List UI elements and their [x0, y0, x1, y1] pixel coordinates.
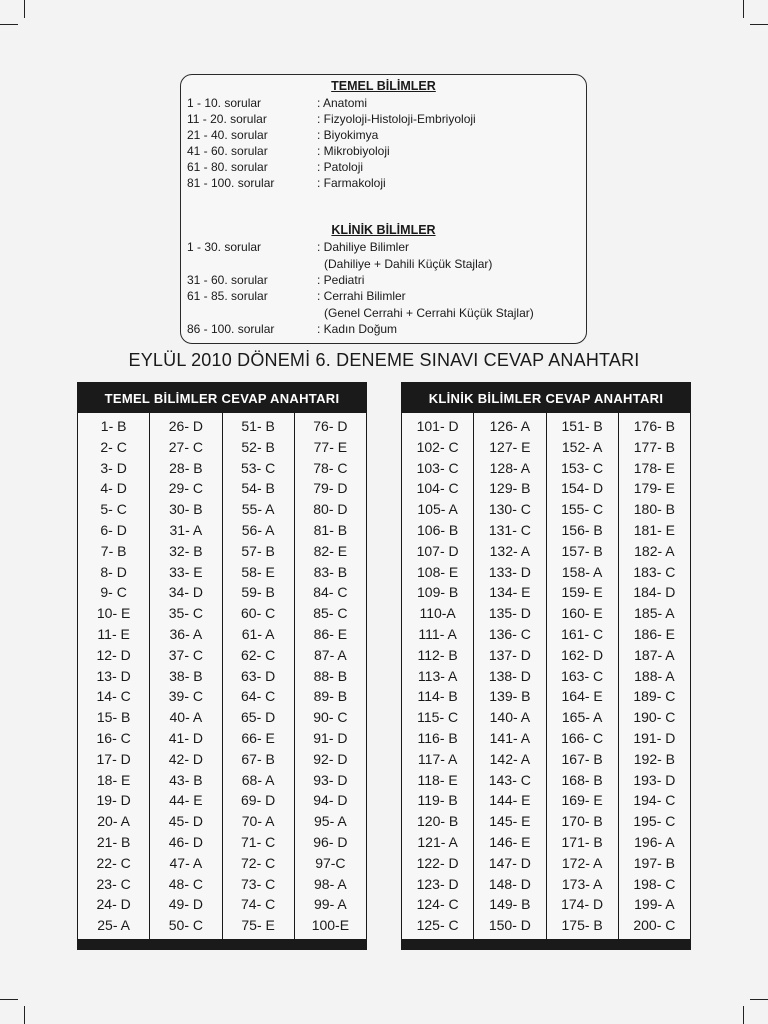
answer-cell: 106- B	[417, 521, 459, 538]
answer-cell: 31- A	[169, 521, 203, 538]
answer-cell: 140- A	[489, 709, 531, 726]
subject-name: : Anatomi	[317, 96, 368, 110]
answer-cell: 155- C	[561, 501, 604, 518]
exam-title: EYLÜL 2010 DÖNEMİ 6. DENEME SINAVI CEVAP ANAHTARI	[128, 350, 640, 370]
answer-cell: 5- C	[100, 501, 127, 518]
subject-row	[187, 288, 406, 304]
subject-name: : Cerrahi Bilimler	[317, 289, 406, 303]
answer-column	[222, 413, 294, 939]
answer-cell: 11- E	[97, 625, 130, 642]
answer-cell: 117- A	[417, 750, 458, 767]
answer-cell: 49- D	[168, 896, 203, 913]
answer-cell: 17- D	[96, 750, 131, 767]
answer-cell: 172- A	[561, 854, 603, 871]
answer-cell: 65- D	[241, 709, 276, 726]
answer-column	[546, 413, 618, 939]
answer-cell: 64- C	[241, 688, 276, 705]
answer-cell: 185- A	[634, 605, 675, 622]
answer-cell: 116- B	[417, 729, 458, 746]
answer-cell: 167- B	[561, 750, 603, 767]
crop-mark	[0, 999, 18, 1000]
answer-cell: 12- D	[96, 646, 131, 663]
subject-row	[187, 272, 364, 288]
subject-name: : Dahiliye Bilimler	[317, 240, 410, 254]
crop-mark	[750, 999, 768, 1000]
answer-cell: 177- B	[633, 438, 675, 455]
answer-cell: 86- E	[313, 625, 348, 642]
crop-mark	[743, 1006, 744, 1024]
answer-cell: 197- B	[633, 854, 675, 871]
question-range: 61 - 80. sorular	[187, 160, 268, 174]
question-range: 11 - 20. sorular	[187, 112, 267, 126]
subject-row	[187, 111, 476, 127]
answer-cell: 186- E	[633, 625, 675, 642]
answer-column	[473, 413, 545, 939]
answer-cell: 52- B	[241, 438, 275, 455]
answer-cell: 126- A	[489, 418, 531, 434]
answer-cell: 118- E	[417, 771, 458, 788]
answer-cell: 178- E	[633, 459, 675, 476]
answer-cell: 101- D	[416, 418, 459, 434]
answer-cell: 73- C	[241, 875, 276, 892]
answer-cell: 133- D	[488, 563, 531, 580]
answer-cell: 24- D	[96, 896, 131, 913]
subject-name: : Pediatri	[317, 273, 365, 287]
answer-cell: 78- C	[313, 459, 348, 476]
question-range: 41 - 60. sorular	[187, 144, 268, 158]
answer-cell: 81- B	[313, 521, 348, 538]
answer-cell: 71- C	[241, 833, 276, 850]
answer-cell: 62- C	[241, 646, 276, 663]
answer-cell: 151- B	[561, 418, 603, 434]
subject-note: (Dahiliye + Dahili Küçük Stajlar)	[324, 257, 493, 271]
answer-cell: 188- A	[634, 667, 675, 684]
answer-cell: 74- C	[241, 896, 276, 913]
answer-cell: 38- B	[169, 667, 203, 684]
answer-cell: 150- D	[488, 917, 531, 934]
answer-cell: 103- C	[416, 459, 459, 476]
answer-cell: 80- D	[313, 501, 348, 518]
crop-mark	[750, 24, 768, 25]
answer-cell: 191- D	[633, 729, 676, 746]
crop-mark	[0, 24, 18, 25]
answer-cell: 23- C	[96, 875, 131, 892]
answer-cell: 66- E	[241, 729, 275, 746]
answer-cell: 175- B	[561, 917, 603, 934]
subject-name: : Mikrobiyoloji	[317, 144, 390, 158]
subject-name: : Patoloji	[317, 160, 364, 174]
answer-cell: 168- B	[561, 771, 603, 788]
answer-cell: 28- B	[169, 459, 203, 476]
answer-column	[294, 413, 366, 939]
answer-cell: 145- E	[489, 813, 531, 830]
answer-cell: 37- C	[168, 646, 203, 663]
answer-cell: 158- A	[561, 563, 603, 580]
answer-cell: 9- C	[100, 584, 127, 601]
answer-cell: 96- D	[313, 833, 348, 850]
answer-cell: 1- B	[100, 418, 127, 434]
answer-cell: 15- B	[96, 709, 131, 726]
answer-cell: 14- C	[96, 688, 131, 705]
answer-cell: 135- D	[488, 605, 531, 622]
answer-cell: 57- B	[241, 542, 275, 559]
answer-cell: 33- E	[169, 563, 203, 580]
answer-cell: 3- D	[100, 459, 127, 476]
crop-mark	[24, 0, 25, 18]
answer-cell: 94- D	[313, 792, 348, 809]
answer-cell: 132- A	[489, 542, 531, 559]
answer-cell: 95- A	[314, 813, 347, 830]
answer-cell: 51- B	[241, 418, 275, 434]
temel-key-header: TEMEL BİLİMLER CEVAP ANAHTARI	[78, 383, 366, 413]
answer-cell: 7- B	[100, 542, 127, 559]
answer-cell: 67- B	[241, 750, 275, 767]
answer-cell: 85- C	[313, 605, 348, 622]
answer-cell: 148- D	[488, 875, 531, 892]
answer-cell: 138- D	[488, 667, 531, 684]
answer-cell: 154- D	[561, 480, 604, 497]
subject-name: : Kadın Doğum	[317, 322, 398, 336]
question-range: 21 - 40. sorular	[187, 128, 268, 142]
answer-cell: 29- C	[168, 480, 203, 497]
answer-cell: 193- D	[633, 771, 676, 788]
answer-cell: 184- D	[633, 584, 676, 601]
answer-cell: 153- C	[561, 459, 604, 476]
answer-cell: 183- C	[633, 563, 676, 580]
answer-cell: 87- A	[314, 646, 347, 663]
answer-cell: 173- A	[561, 875, 603, 892]
answer-cell: 156- B	[561, 521, 603, 538]
answer-cell: 34- D	[168, 584, 203, 601]
answer-cell: 43- B	[169, 771, 203, 788]
answer-column	[149, 413, 221, 939]
answer-cell: 143- C	[488, 771, 531, 788]
answer-cell: 99- A	[314, 896, 347, 913]
answer-cell: 110-A	[419, 605, 456, 622]
answer-cell: 194- C	[633, 792, 676, 809]
answer-cell: 121- A	[417, 833, 458, 850]
crop-mark	[24, 1006, 25, 1024]
answer-cell: 104- C	[416, 480, 459, 497]
answer-cell: 164- E	[561, 688, 603, 705]
answer-cell: 70- A	[241, 813, 275, 830]
subject-row	[187, 159, 363, 175]
answer-cell: 182- A	[634, 542, 675, 559]
answer-cell: 25- A	[97, 917, 130, 934]
answer-cell: 179- E	[633, 480, 675, 497]
answer-cell: 75- E	[241, 917, 275, 934]
subject-row	[187, 239, 409, 255]
answer-cell: 41- D	[168, 729, 203, 746]
answer-cell: 131- C	[488, 521, 531, 538]
answer-cell: 115- C	[417, 709, 459, 726]
answer-cell: 46- D	[168, 833, 203, 850]
answer-cell: 170- B	[561, 813, 603, 830]
answer-cell: 48- C	[168, 875, 203, 892]
answer-cell: 56- A	[241, 521, 275, 538]
answer-cell: 47- A	[169, 854, 203, 871]
answer-cell: 122- D	[416, 854, 459, 871]
answer-cell: 125- C	[416, 917, 459, 934]
answer-cell: 10- E	[96, 605, 131, 622]
answer-cell: 54- B	[241, 480, 275, 497]
question-range: 86 - 100. sorular	[187, 322, 275, 336]
answer-cell: 76- D	[313, 418, 348, 434]
subject-row	[187, 321, 397, 337]
answer-cell: 42- D	[168, 750, 203, 767]
answer-cell: 98- A	[314, 875, 347, 892]
answer-cell: 60- C	[241, 605, 276, 622]
answer-cell: 19- D	[96, 792, 131, 809]
subject-name: : Biyokimya	[317, 128, 379, 142]
answer-cell: 89- B	[313, 688, 348, 705]
answer-cell: 165- A	[561, 709, 603, 726]
temel-bilimler-title: TEMEL BİLİMLER	[331, 79, 436, 93]
answer-cell: 100-E	[311, 917, 350, 934]
answer-cell: 108- E	[417, 563, 459, 580]
answer-cell: 120- B	[417, 813, 459, 830]
answer-cell: 161- C	[561, 625, 604, 642]
answer-cell: 16- C	[96, 729, 131, 746]
answer-cell: 83- B	[313, 563, 348, 580]
answer-cell: 127- E	[489, 438, 531, 455]
answer-cell: 50- C	[168, 917, 203, 934]
answer-cell: 53- C	[241, 459, 276, 476]
answer-columns	[402, 413, 690, 939]
answer-cell: 68- A	[241, 771, 275, 788]
key-footer-bar	[78, 939, 366, 949]
answer-cell: 93- D	[313, 771, 348, 788]
answer-cell: 128- A	[489, 459, 531, 476]
answer-cell: 82- E	[313, 542, 348, 559]
answer-cell: 199- A	[634, 896, 675, 913]
answer-cell: 22- C	[96, 854, 131, 871]
answer-cell: 20- A	[97, 813, 130, 830]
question-range: 81 - 100. sorular	[187, 176, 275, 190]
answer-cell: 84- C	[313, 584, 348, 601]
answer-cell: 142- A	[489, 750, 531, 767]
answer-cell: 45- D	[168, 813, 203, 830]
answer-cell: 6- D	[100, 521, 127, 538]
answer-cell: 181- E	[633, 521, 675, 538]
answer-columns	[78, 413, 366, 939]
answer-cell: 136- C	[488, 625, 531, 642]
answer-cell: 39- C	[168, 688, 203, 705]
answer-cell: 198- C	[633, 875, 676, 892]
subject-note: (Genel Cerrahi + Cerrahi Küçük Stajlar)	[324, 306, 534, 320]
answer-column	[78, 413, 149, 939]
answer-cell: 113- A	[417, 667, 458, 684]
question-range: 31 - 60. sorular	[187, 273, 268, 287]
answer-cell: 97-C	[315, 854, 346, 871]
answer-cell: 111- A	[418, 625, 457, 642]
answer-cell: 27- C	[168, 438, 203, 455]
answer-column	[618, 413, 690, 939]
answer-cell: 92- D	[313, 750, 348, 767]
answer-cell: 8- D	[100, 563, 127, 580]
answer-cell: 147- D	[488, 854, 531, 871]
answer-cell: 187- A	[634, 646, 675, 663]
question-range: 1 - 10. sorular	[187, 96, 262, 110]
question-range: 61 - 85. sorular	[187, 289, 268, 303]
key-footer-bar	[402, 939, 690, 949]
answer-cell: 32- B	[169, 542, 203, 559]
answer-cell: 63- D	[241, 667, 276, 684]
answer-cell: 163- C	[561, 667, 604, 684]
answer-cell: 61- A	[241, 625, 275, 642]
answer-cell: 146- E	[489, 833, 531, 850]
answer-cell: 109- B	[417, 584, 459, 601]
answer-cell: 72- C	[241, 854, 276, 871]
answer-cell: 91- D	[313, 729, 348, 746]
answer-cell: 174- D	[561, 896, 604, 913]
answer-cell: 180- B	[633, 501, 675, 518]
answer-cell: 169- E	[561, 792, 603, 809]
answer-cell: 192- B	[633, 750, 675, 767]
crop-mark	[743, 0, 744, 18]
answer-cell: 4- D	[100, 480, 127, 497]
answer-cell: 79- D	[313, 480, 348, 497]
answer-cell: 88- B	[313, 667, 348, 684]
answer-cell: 134- E	[489, 584, 531, 601]
answer-cell: 176- B	[633, 418, 675, 434]
answer-cell: 35- C	[168, 605, 203, 622]
answer-cell: 36- A	[169, 625, 203, 642]
answer-cell: 102- C	[416, 438, 459, 455]
answer-cell: 160- E	[561, 605, 603, 622]
subject-row	[187, 175, 386, 191]
answer-cell: 107- D	[416, 542, 459, 559]
answer-cell: 13- D	[96, 667, 131, 684]
answer-cell: 112- B	[417, 646, 458, 663]
answer-cell: 129- B	[489, 480, 531, 497]
answer-cell: 162- D	[561, 646, 604, 663]
klinik-key-header: KLİNİK BİLİMLER CEVAP ANAHTARI	[402, 383, 690, 413]
answer-cell: 195- C	[633, 813, 676, 830]
answer-cell: 189- C	[633, 688, 676, 705]
answer-cell: 171- B	[561, 833, 603, 850]
answer-cell: 26- D	[168, 418, 203, 434]
answer-cell: 137- D	[488, 646, 531, 663]
answer-cell: 59- B	[241, 584, 275, 601]
answer-cell: 130- C	[488, 501, 531, 518]
answer-cell: 90- C	[313, 709, 348, 726]
answer-cell: 55- A	[241, 501, 275, 518]
subject-info-box	[180, 74, 587, 344]
answer-cell: 152- A	[561, 438, 603, 455]
answer-cell: 196- A	[634, 833, 675, 850]
temel-answer-key	[77, 382, 367, 950]
answer-cell: 44- E	[169, 792, 203, 809]
answer-cell: 190- C	[633, 709, 676, 726]
answer-cell: 119- B	[417, 792, 458, 809]
answer-column	[402, 413, 473, 939]
klinik-bilimler-title: KLİNİK BİLİMLER	[331, 223, 436, 237]
answer-cell: 144- E	[489, 792, 531, 809]
answer-cell: 77- E	[313, 438, 348, 455]
answer-cell: 105- A	[417, 501, 458, 518]
answer-cell: 141- A	[489, 729, 531, 746]
answer-cell: 123- D	[416, 875, 459, 892]
klinik-answer-key	[401, 382, 691, 950]
answer-cell: 69- D	[241, 792, 276, 809]
subject-row	[187, 127, 378, 143]
answer-cell: 139- B	[489, 688, 531, 705]
answer-cell: 21- B	[96, 833, 131, 850]
answer-cell: 159- E	[561, 584, 603, 601]
answer-cell: 114- B	[417, 688, 458, 705]
answer-cell: 40- A	[169, 709, 203, 726]
answer-cell: 200- C	[633, 917, 676, 934]
subject-row	[187, 143, 390, 159]
subject-name: : Farmakoloji	[317, 176, 386, 190]
answer-cell: 157- B	[561, 542, 603, 559]
question-range: 1 - 30. sorular	[187, 240, 262, 254]
answer-cell: 30- B	[169, 501, 203, 518]
answer-cell: 166- C	[561, 729, 604, 746]
subject-row	[187, 95, 367, 111]
answer-cell: 58- E	[241, 563, 275, 580]
answer-cell: 149- B	[489, 896, 531, 913]
answer-cell: 18- E	[96, 771, 131, 788]
answer-cell: 124- C	[416, 896, 459, 913]
subject-name: : Fizyoloji-Histoloji-Embriyoloji	[317, 112, 476, 126]
answer-cell: 2- C	[100, 438, 127, 455]
